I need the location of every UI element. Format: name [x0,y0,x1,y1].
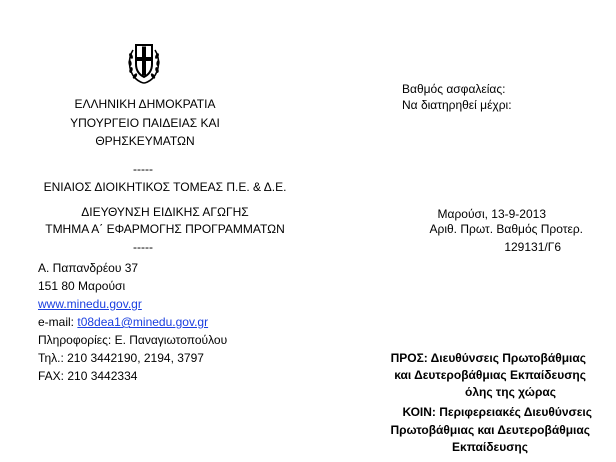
recipient-to-line1: ΠΡΟΣ: Διευθύνσεις Πρωτοβάθμιας [390,351,586,365]
recipient-cc-line2: Πρωτοβάθμιας και Δευτεροβάθμιας [390,423,590,437]
greek-state-emblem-icon [127,40,161,84]
country-name: ΕΛΛΗΝΙΚΗ ΔΗΜΟΚΡΑΤΙΑ [74,97,216,111]
recipient-cc-line1: ΚΟΙΝ: Περιφερειακές Διευθύνσεις [402,405,592,419]
protocol-label: Αριθ. Πρωτ. Βαθμός Προτερ. [429,222,583,236]
recipient-to-line2: και Δευτεροβάθμιας Εκπαίδευσης [394,368,586,382]
recipient-to-line3: όλης της χώρας [464,385,556,399]
website-link[interactable]: www.minedu.gov.gr [38,297,142,311]
protocol-number: 129131/Γ6 [504,240,561,254]
ministry-name-line2: ΘΡΗΣΚΕΥΜΑΤΩΝ [95,134,195,148]
email-row [38,315,208,329]
separator: ----- [133,162,153,176]
ministry-name-line1: ΥΠΟΥΡΓΕΙΟ ΠΑΙΔΕΙΑΣ ΚΑΙ [70,116,220,130]
retention-label: Να διατηρηθεί μέχρι: [402,98,512,112]
directorate-name: ΔΙΕΥΘΥΝΣΗ ΕΙΔΙΚΗΣ ΑΓΩΓΗΣ [81,205,249,219]
place-date: Μαρούσι, 13-9-2013 [437,207,546,221]
recipient-cc-line3: Εκπαίδευσης [452,440,528,454]
phone-numbers: Τηλ.: 210 3442190, 2194, 3797 [38,351,204,365]
postal-code-city: 151 80 Μαρούσι [38,279,126,293]
address: Α. Παπανδρέου 37 [38,261,139,275]
security-level-label: Βαθμός ασφαλείας: [402,82,506,96]
sector-name: ΕΝΙΑΙΟΣ ΔΙΟΙΚΗΤΙΚΟΣ ΤΟΜΕΑΣ Π.Ε. & Δ.Ε. [43,180,287,194]
info-contact: Πληροφορίες: Ε. Παναγιωτοπούλου [38,333,228,347]
separator: ----- [133,240,153,254]
email-label: e-mail: [38,315,75,329]
department-name: ΤΜΗΜΑ Α΄ ΕΦΑΡΜΟΓΗΣ ΠΡΟΓΡΑΜΜΑΤΩΝ [45,222,285,236]
email-link[interactable]: t08dea1@minedu.gov.gr [77,315,209,329]
fax-number: FAX: 210 3442334 [38,369,138,383]
